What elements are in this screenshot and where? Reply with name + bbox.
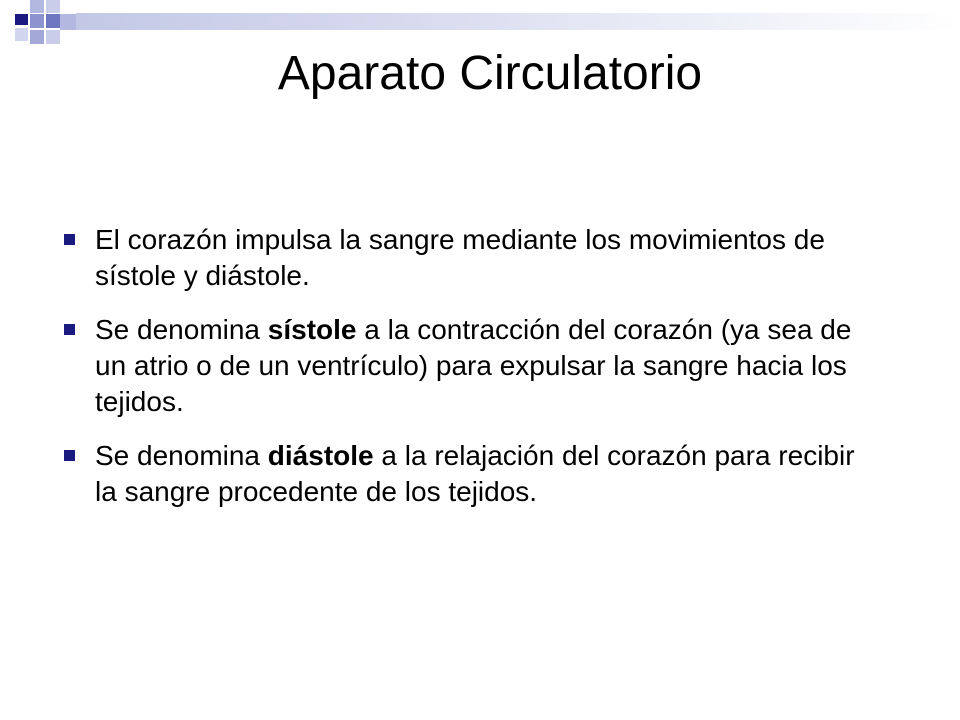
bullet-item <box>60 312 880 420</box>
text-run: a la contracción del corazón (ya sea de un atrio o de un ventrículo) para expulsar la sangre hacia los tejidos. <box>95 314 852 417</box>
text-run: a la relajación del corazón para recibir la sangre procedente de los tejidos. <box>95 440 855 507</box>
bullet-list <box>60 222 880 528</box>
corner-square-mid <box>46 14 60 28</box>
bullet-text <box>95 224 825 291</box>
text-run: El corazón impulsa la sangre mediante los movimientos de sístole y diástole. <box>95 224 825 291</box>
top-gradient-band <box>76 13 960 30</box>
text-run: Se denomina <box>95 314 268 345</box>
corner-square-light <box>60 14 76 30</box>
corner-square-light <box>15 28 28 41</box>
corner-square-mid <box>30 14 44 28</box>
square-bullet-icon <box>64 450 75 461</box>
square-bullet-icon <box>64 234 75 245</box>
bullet-item <box>60 438 880 510</box>
bullet-text <box>95 440 855 507</box>
bullet-item <box>60 222 880 294</box>
corner-square-light <box>30 0 44 13</box>
bold-term: diástole <box>267 440 374 471</box>
slide-title: Aparato Circulatorio <box>277 47 703 100</box>
bullet-text <box>95 314 851 417</box>
corner-square-light <box>46 0 60 13</box>
corner-square-dark <box>15 14 28 25</box>
square-bullet-icon <box>64 324 75 335</box>
text-run: Se denomina <box>95 440 268 471</box>
bold-term: sístole <box>267 314 357 345</box>
